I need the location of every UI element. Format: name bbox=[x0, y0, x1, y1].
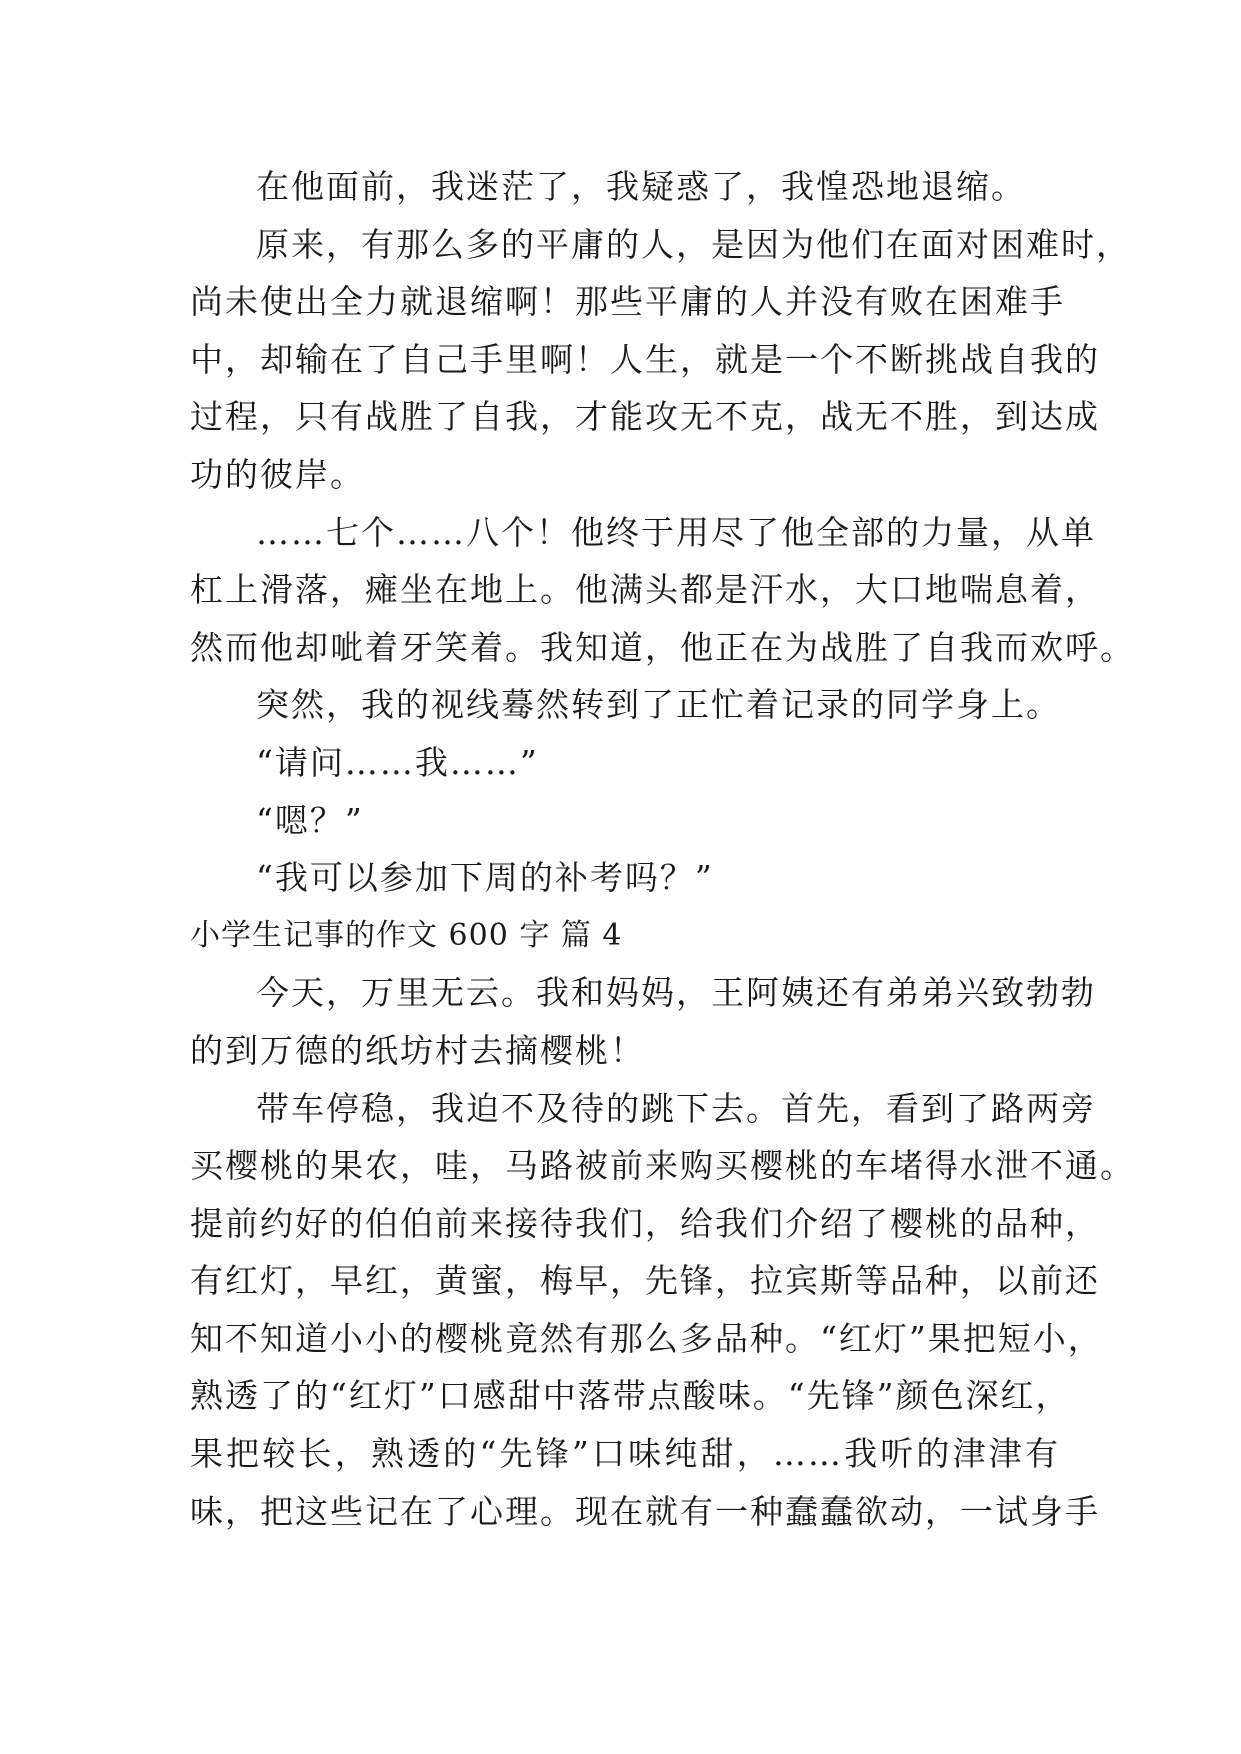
text-line: 过程，只有战胜了自我，才能攻无不克，战无不胜，到达成 bbox=[190, 397, 1100, 437]
text-line: 突然，我的视线蓦然转到了正忙着记录的同学身上。 bbox=[256, 685, 1061, 725]
text-line: 原来，有那么多的平庸的人，是因为他们在面对困难时， bbox=[256, 224, 1131, 264]
text-line: 尚未使出全力就退缩啊！那些平庸的人并没有败在困难手 bbox=[190, 282, 1065, 322]
document-page bbox=[190, 158, 1135, 1540]
text-line: 然而他却呲着牙笑着。我知道，他正在为战胜了自我而欢呼。 bbox=[190, 627, 1135, 667]
text-line: 的到万德的纸坊村去摘樱桃！ bbox=[190, 1030, 645, 1070]
text-line: “嗯？” bbox=[256, 800, 364, 840]
text-line: 在他面前，我迷茫了，我疑惑了，我惶恐地退缩。 bbox=[256, 167, 1026, 206]
text-line: 味，把这些记在了心理。现在就有一种蠢蠢欲动，一试身手 bbox=[190, 1491, 1100, 1531]
text-line: 买樱桃的果农，哇，马路被前来购买樱桃的车堵得水泄不通。 bbox=[190, 1146, 1135, 1186]
section-heading: 小学生记事的作文 600 字 篇 4 bbox=[190, 917, 623, 953]
text-line: 杠上滑落，瘫坐在地上。他满头都是汗水，大口地喘息着， bbox=[190, 570, 1100, 610]
text-line: ……七个……八个！他终于用尽了他全部的力量，从单 bbox=[256, 512, 1096, 552]
text-line: 功的彼岸。 bbox=[190, 454, 365, 494]
text-line: 今天，万里无云。我和妈妈，王阿姨还有弟弟兴致勃勃 bbox=[256, 973, 1096, 1013]
text-line: 带车停稳，我迫不及待的跳下去。首先，看到了路两旁 bbox=[256, 1088, 1096, 1128]
text-line: 中，却输在了自己手里啊！人生，就是一个不断挑战自我的 bbox=[190, 339, 1100, 379]
text-line: “请问……我……” bbox=[256, 742, 539, 782]
text-line: 提前约好的伯伯前来接待我们，给我们介绍了樱桃的品种， bbox=[190, 1203, 1100, 1243]
text-line: 知不知道小小的樱桃竟然有那么多品种。“红灯”果把短小， bbox=[190, 1318, 1103, 1358]
text-line: 熟透了的“红灯”口感甜中落带点酸味。“先锋”颜色深红， bbox=[190, 1376, 1071, 1416]
text-line: 果把较长，熟透的“先锋”口味纯甜，……我听的津津有 bbox=[190, 1434, 1060, 1474]
text-line: “我可以参加下周的补考吗？” bbox=[256, 858, 714, 898]
text-line: 有红灯，早红，黄蜜，梅早，先锋，拉宾斯等品种，以前还 bbox=[190, 1261, 1100, 1301]
